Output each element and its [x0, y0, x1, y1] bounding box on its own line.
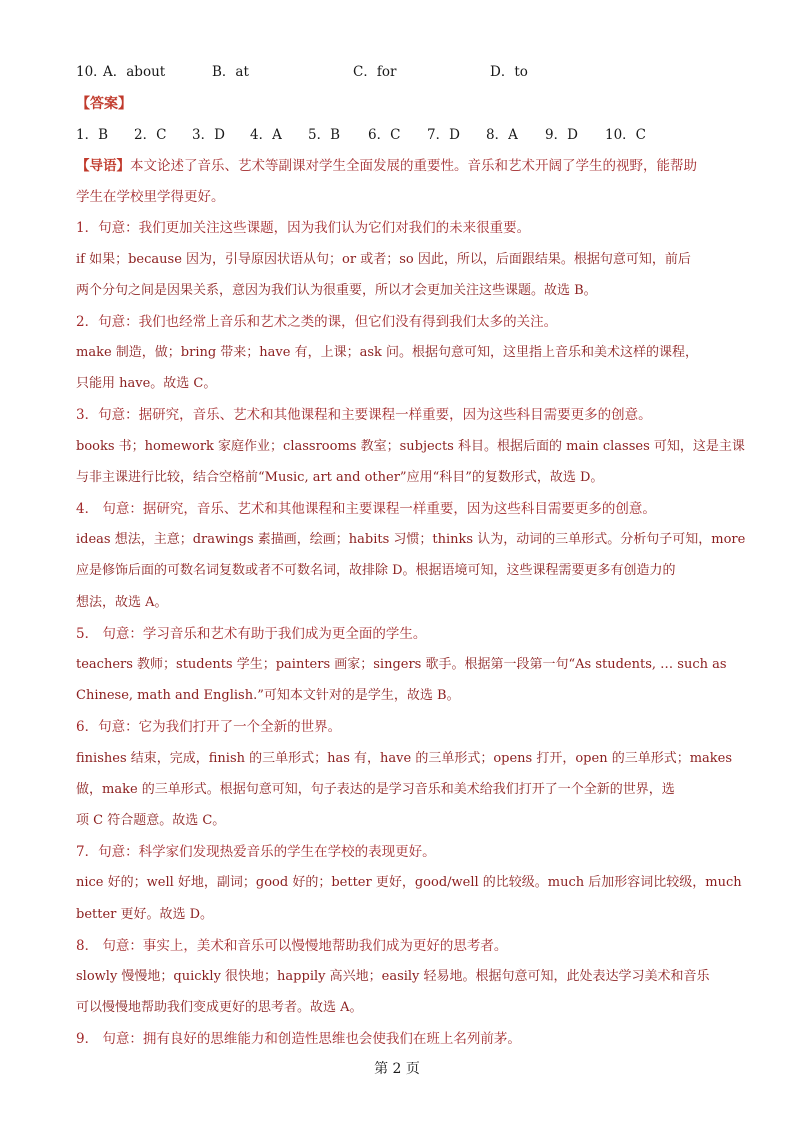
answer-4: 4．A [250, 127, 282, 143]
answer-3: 3．D [192, 127, 225, 143]
item-6-meaning: 6．句意：它为我们打开了一个全新的世界。 [76, 719, 342, 735]
answer-9: 9．D [545, 127, 578, 143]
option-d: D．to [490, 64, 528, 80]
answer-8: 8．A [486, 127, 518, 143]
item-6-explanation-3: 项 C 符合题意。故选 C。 [76, 813, 226, 828]
guide-line-2: 学生在学校里学得更好。 [76, 189, 225, 205]
item-4-explanation-1: ideas 想法，主意；drawings 素描画，绘画；habits 习惯；thinks 认为，动词的三单形式。分析句子可知，more [76, 532, 746, 547]
item-7-explanation-2: better 更好。故选 D。 [76, 907, 214, 922]
item-8-meaning: 8． 句意：事实上，美术和音乐可以慢慢地帮助我们成为更好的思考者。 [76, 938, 508, 954]
item-1-explanation-2: 两个分句之间是因果关系，意因为我们认为很重要，所以才会更加关注这些课题。故选 B。 [76, 283, 597, 298]
item-2-explanation-1: make 制造，做；bring 带来；have 有，上课；ask 问。根据句意可知，这里指上音乐和美术这样的课程， [76, 345, 699, 360]
question-10-number: 10． [76, 64, 107, 80]
item-8-explanation-2: 可以慢慢地帮助我们变成更好的思考者。故选 A。 [76, 1000, 363, 1015]
guide-text-1: 本文论述了音乐、艺术等副课对学生全面发展的重要性。音乐和艺术开阔了学生的视野，能帮助 [130, 158, 697, 174]
item-4-meaning: 4． 句意：据研究，音乐、艺术和其他课程和主要课程一样重要，因为这些科目需要更多的创意。 [76, 501, 656, 517]
item-1-explanation-1: if 如果；because 因为，引导原因状语从句；or 或者；so 因此，所以，后面跟结果。根据句意可知，前后 [76, 252, 691, 267]
item-5-meaning: 5． 句意：学习音乐和艺术有助于我们成为更全面的学生。 [76, 626, 427, 642]
item-3-explanation-2: 与非主课进行比较，结合空格前“Music, art and other”应用“科目”的复数形式，故选 D。 [76, 470, 604, 485]
item-7-explanation-1: nice 好的；well 好地，副词；good 好的；better 更好，good/well 的比较级。much 后加形容词比较级，much [76, 875, 742, 890]
item-4-explanation-2: 应是修饰后面的可数名词复数或者不可数名词，故排除 D。根据语境可知，这些课程需要更多有创造力的 [76, 563, 676, 578]
answer-7: 7．D [427, 127, 460, 143]
guide-label: 【导语】 [76, 158, 130, 174]
item-2-meaning: 2．句意：我们也经常上音乐和艺术之类的课，但它们没有得到我们太多的关注。 [76, 314, 558, 330]
answer-6: 6．C [368, 127, 401, 143]
item-3-meaning: 3．句意：据研究，音乐、艺术和其他课程和主要课程一样重要，因为这些科目需要更多的创意。 [76, 407, 652, 423]
answer-1: 1．B [76, 127, 109, 143]
item-9-meaning: 9． 句意：拥有良好的思维能力和创造性思维也会使我们在班上名列前茅。 [76, 1031, 521, 1047]
answer-heading: 【答案】 [76, 96, 132, 112]
item-4-explanation-3: 想法，故选 A。 [76, 595, 168, 610]
item-5-explanation-1: teachers 教师；students 学生；painters 画家；singers 歌手。根据第一段第一句“As students, … such as [76, 657, 727, 672]
item-8-explanation-1: slowly 慢慢地；quickly 很快地；happily 高兴地；easily 轻易地。根据句意可知，此处表达学习美术和音乐 [76, 969, 710, 984]
item-6-explanation-1: finishes 结束，完成，finish 的三单形式；has 有，have 的三单形式；opens 打开，open 的三单形式；makes [76, 751, 733, 766]
answer-10: 10．C [605, 127, 647, 143]
option-b: B．at [212, 64, 249, 80]
item-3-explanation-1: books 书；homework 家庭作业；classrooms 教室；subjects 科目。根据后面的 main classes 可知，这是主课 [76, 439, 745, 454]
option-a: A．about [103, 64, 166, 80]
answer-2: 2．C [134, 127, 167, 143]
item-5-explanation-2: Chinese, math and English.”可知本文针对的是学生，故选 B。 [76, 688, 460, 703]
answer-5: 5．B [308, 127, 341, 143]
item-1-meaning: 1．句意：我们更加关注这些课题，因为我们认为它们对我们的未来很重要。 [76, 220, 531, 236]
item-2-explanation-2: 只能用 have。故选 C。 [76, 376, 217, 391]
item-6-explanation-2: 做，make 的三单形式。根据句意可知，句子表达的是学习音乐和美术给我们打开了一个全新的世界，选 [76, 782, 675, 797]
guide-line-1 [76, 156, 726, 176]
item-7-meaning: 7．句意：科学家们发现热爱音乐的学生在学校的表现更好。 [76, 844, 436, 860]
page-number: 第 2 页 [374, 1061, 420, 1077]
option-c: C．for [353, 64, 397, 80]
